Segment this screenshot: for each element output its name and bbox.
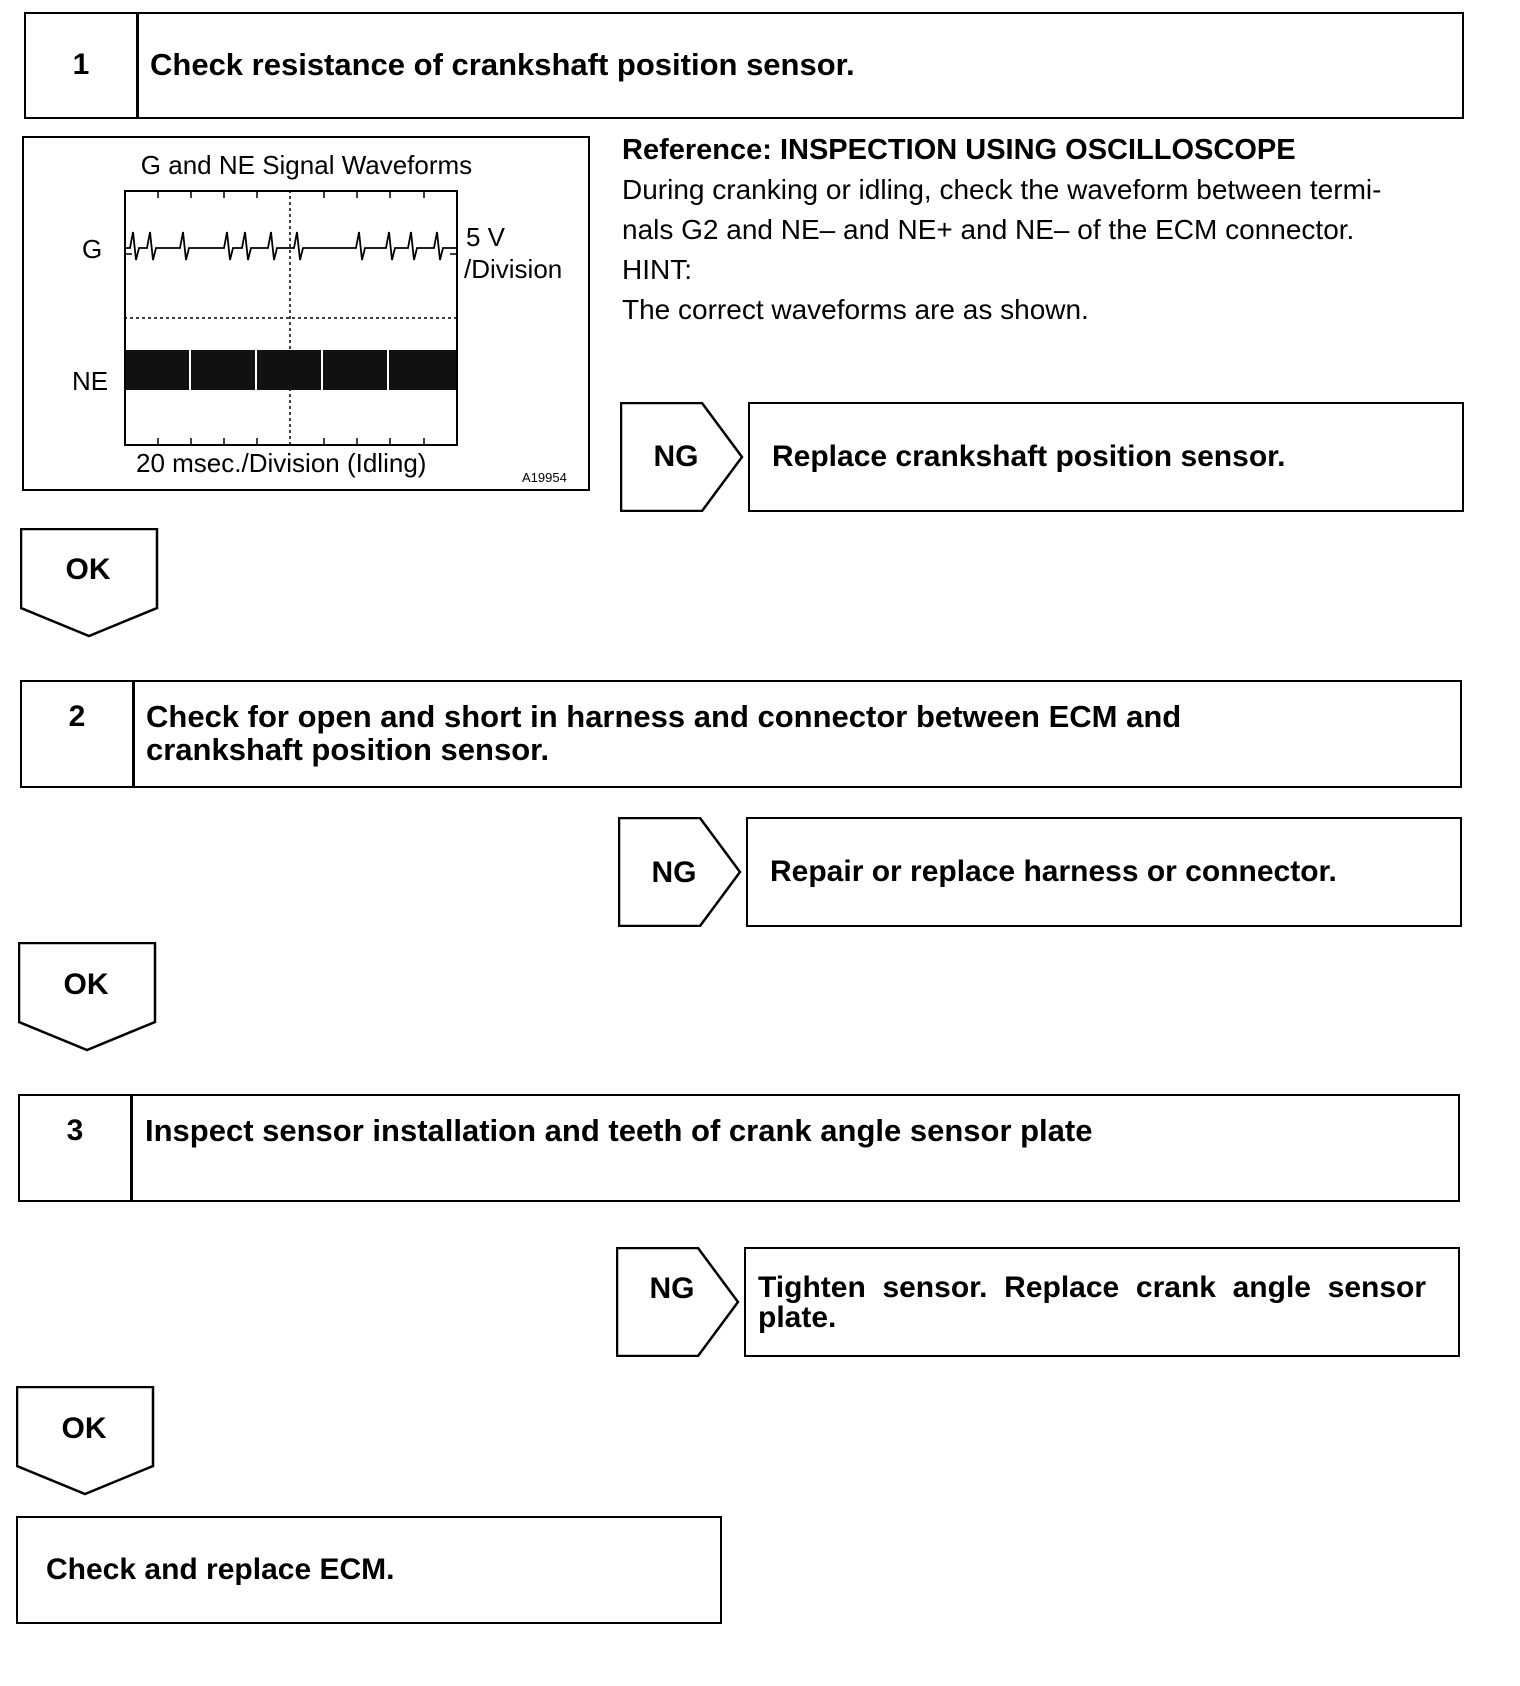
ng-action-text-3-line-2: plate. [758, 1301, 837, 1334]
reference-block [622, 130, 1482, 330]
step-1-number: 1 [72, 48, 90, 81]
waveform-title: G and NE Signal Waveforms [140, 150, 473, 180]
waveform-time-scale: 20 msec./Division (Idling) [136, 448, 427, 478]
waveform-figure-code: A19954 [522, 470, 567, 485]
step-2-title-line-2: crankshaft position sensor. [146, 732, 550, 767]
ng-action-text-2: Repair or replace harness or connector. [770, 855, 1337, 888]
step-2-number: 2 [68, 700, 86, 733]
ok-label-3: OK [61, 1412, 107, 1445]
ng-action-text-3-line-1: Tighten sensor. Replace crank angle sensor [758, 1271, 1427, 1304]
ng-label-1: NG [653, 440, 699, 473]
waveform-g-label: G [82, 234, 103, 264]
reference-hint: HINT: [622, 254, 692, 285]
step-2-title-line-1: Check for open and short in harness and connector between ECM and [146, 699, 1182, 734]
step-1-divider [136, 12, 139, 119]
ng-label-3: NG [649, 1272, 695, 1305]
step-2-divider [132, 680, 135, 788]
ok-label-1: OK [65, 553, 111, 586]
step-3-divider [130, 1094, 133, 1202]
ok-label-2: OK [63, 968, 109, 1001]
step-3-title: Inspect sensor installation and teeth of crank angle sensor plate [145, 1113, 1093, 1148]
reference-heading: Reference: INSPECTION USING OSCILLOSCOPE [622, 134, 1296, 166]
step-3-number: 3 [66, 1114, 84, 1147]
ng-action-text-1: Replace crankshaft position sensor. [772, 440, 1286, 473]
reference-line-2: nals G2 and NE– and NE+ and NE– of the ECM connector. [622, 214, 1355, 245]
waveform-ne-label: NE [72, 366, 109, 396]
reference-line-3: The correct waveforms are as shown. [622, 294, 1089, 325]
oscilloscope-plot [124, 190, 458, 446]
ng-label-2: NG [651, 856, 697, 889]
final-action-text: Check and replace ECM. [46, 1553, 395, 1586]
step-1-title: Check resistance of crankshaft position sensor. [150, 47, 855, 82]
waveform-scale-division: /Division [464, 254, 563, 284]
waveform-scale-volts: 5 V [466, 222, 506, 252]
reference-line-1: During cranking or idling, check the waveform between termi- [622, 174, 1382, 205]
step-3-box [18, 1094, 1460, 1202]
